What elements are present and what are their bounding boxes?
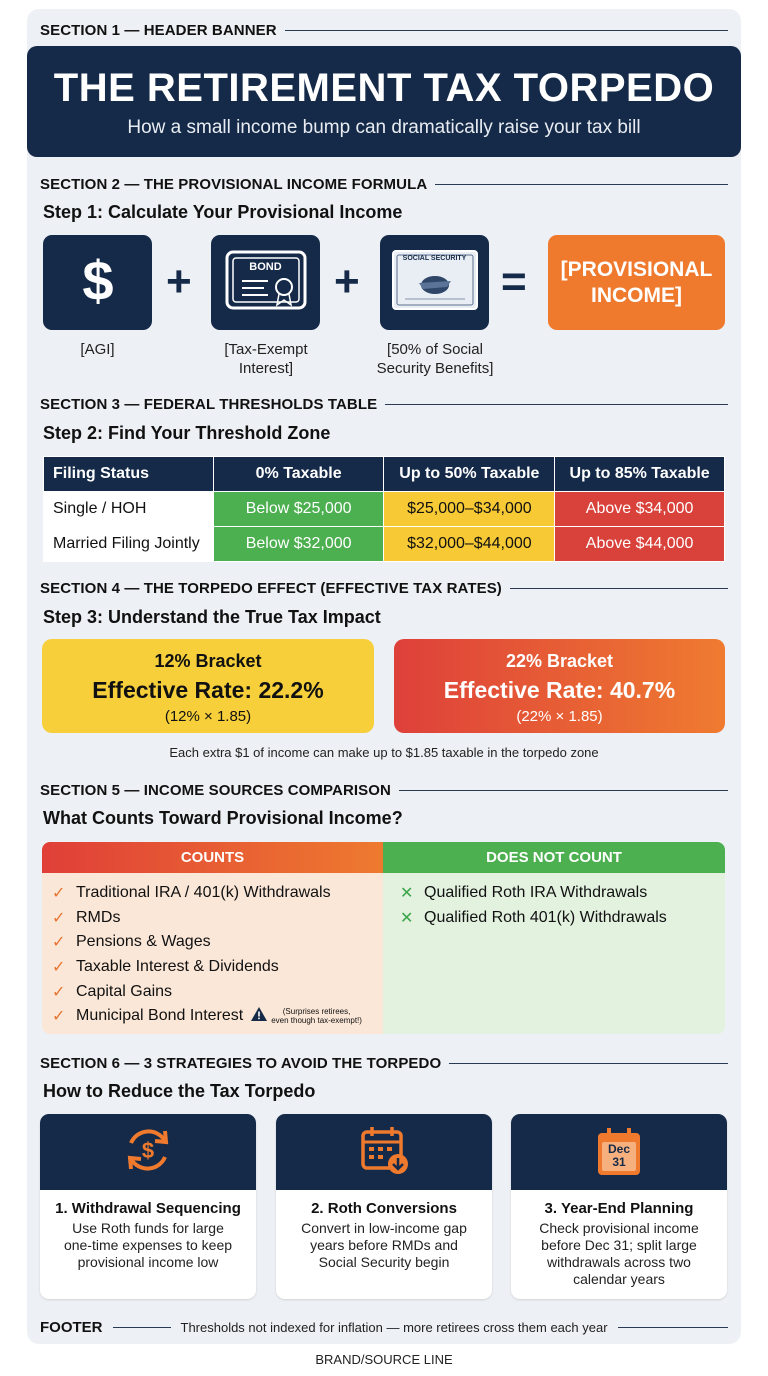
warning-text-line2: even though tax-exempt!) xyxy=(271,1016,362,1026)
table-cell: Below $25,000 xyxy=(213,492,384,527)
tax-exempt-label-line1: [Tax-Exempt xyxy=(224,341,308,358)
table-header-cell: 0% Taxable xyxy=(213,457,384,492)
section-4-label xyxy=(40,578,728,598)
table-cell: Single / HOH xyxy=(44,492,214,527)
table-cell: Below $32,000 xyxy=(213,527,384,562)
section-rule xyxy=(385,404,728,405)
list-item xyxy=(42,979,383,1004)
step-3-title: Step 3: Understand the True Tax Impact xyxy=(43,607,381,627)
rate-calculation: (22% × 1.85) xyxy=(516,708,603,725)
list-item-label: Qualified Roth IRA Withdrawals xyxy=(424,884,648,902)
bracket-label: 12% Bracket xyxy=(154,651,262,671)
strategy-title: 1. Withdrawal Sequencing xyxy=(55,1200,241,1217)
description-line: years before RMDs and xyxy=(310,1237,458,1253)
table-header-cell: Up to 85% Taxable xyxy=(555,457,725,492)
description-line: Check provisional income xyxy=(539,1220,699,1236)
plus-operator: + xyxy=(334,257,360,306)
not-counts-list xyxy=(383,873,725,930)
ss-card-label: SOCIAL SECURITY xyxy=(402,255,467,262)
ss-label-line2: Security Benefits] xyxy=(376,360,494,377)
strategy-card-sequencing xyxy=(40,1114,256,1299)
list-item-label: Capital Gains xyxy=(76,982,173,1000)
provisional-income-box xyxy=(548,235,725,330)
section-rule xyxy=(435,184,728,185)
list-item xyxy=(42,906,383,931)
not-counts-column xyxy=(383,842,725,1034)
svg-text:$: $ xyxy=(141,1137,155,1163)
warning-text-line1: (Surprises retirees, xyxy=(282,1007,351,1017)
banner-title: THE RETIREMENT TAX TORPEDO xyxy=(53,66,715,110)
strategy-card-roth xyxy=(276,1114,492,1299)
footer-label: FOOTER xyxy=(40,1318,103,1336)
calendar-download-icon xyxy=(357,1123,411,1182)
x-mark-icon: ✕ xyxy=(400,909,414,927)
svg-text:$: $ xyxy=(81,250,114,310)
sources-title: What Counts Toward Provisional Income? xyxy=(43,808,403,828)
checkmark-icon: ✓ xyxy=(52,909,66,927)
list-item xyxy=(383,881,725,906)
footer-rule xyxy=(113,1327,171,1328)
rate-card-22 xyxy=(394,639,725,733)
strategy-description xyxy=(276,1220,492,1271)
tax-exempt-interest-label xyxy=(196,340,336,378)
calendar-dec-31-icon xyxy=(595,1126,643,1178)
description-line: withdrawals across two xyxy=(547,1254,691,1270)
step-2-title: Step 2: Find Your Threshold Zone xyxy=(43,423,331,443)
section-4-title: SECTION 4 — THE TORPEDO EFFECT (EFFECTIVE TAX RATES) xyxy=(40,579,502,597)
x-mark-icon: ✕ xyxy=(400,885,414,903)
section-5-label xyxy=(40,780,728,800)
calendar-text xyxy=(595,1143,643,1169)
description-line: Convert in low-income gap xyxy=(301,1220,467,1236)
list-item-label: Traditional IRA / 401(k) Withdrawals xyxy=(76,884,331,902)
rate-card-12 xyxy=(42,639,374,733)
description-line: Social Security begin xyxy=(318,1254,450,1270)
brand-source-line: BRAND/SOURCE LINE xyxy=(315,1352,453,1367)
list-item xyxy=(42,955,383,980)
strategy-icon-panel xyxy=(40,1114,256,1190)
footer-rule xyxy=(618,1327,728,1328)
rate-calculation: (12% × 1.85) xyxy=(164,708,252,725)
section-2-title: SECTION 2 — THE PROVISIONAL INCOME FORMULA xyxy=(40,175,428,193)
bracket-label: 22% Bracket xyxy=(505,651,614,671)
agi-box xyxy=(43,235,152,330)
section-3-title: SECTION 3 — FEDERAL THRESHOLDS TABLE xyxy=(40,395,378,413)
not-counts-header: DOES NOT COUNT xyxy=(383,842,725,873)
header-banner xyxy=(27,46,741,157)
strategy-card-year-end xyxy=(511,1114,727,1299)
list-item-label: Qualified Roth 401(k) Withdrawals xyxy=(424,908,667,926)
section-3-label xyxy=(40,394,728,414)
bond-certificate-icon xyxy=(224,249,308,316)
section-rule xyxy=(510,588,728,589)
list-item-label: RMDs xyxy=(76,908,121,926)
strategy-icon-panel xyxy=(511,1114,727,1190)
description-line: provisional income low xyxy=(77,1254,219,1270)
list-item xyxy=(383,906,725,931)
checkmark-icon: ✓ xyxy=(52,885,66,903)
calendar-month: Dec xyxy=(607,1142,630,1156)
table-header-cell: Filing Status xyxy=(44,457,214,492)
list-item xyxy=(42,930,383,955)
table-cell: $32,000–$44,000 xyxy=(384,527,555,562)
table-cell: Above $34,000 xyxy=(555,492,725,527)
list-item-label: Municipal Bond Interest xyxy=(76,1007,244,1025)
table-cell: $25,000–$34,000 xyxy=(384,492,555,527)
section-rule xyxy=(449,1063,728,1064)
counts-header: COUNTS xyxy=(42,842,383,873)
bond-icon-label: BOND xyxy=(249,261,282,273)
banner-subtitle: How a small income bump can dramatically raise your tax bill xyxy=(127,117,641,138)
strategy-description xyxy=(40,1220,256,1271)
description-line: one-time expenses to keep xyxy=(63,1237,233,1253)
strategies-title: How to Reduce the Tax Torpedo xyxy=(43,1081,316,1101)
warning-icon xyxy=(250,1006,268,1027)
table-cell: Above $44,000 xyxy=(555,527,725,562)
dollar-cycle-icon xyxy=(121,1123,175,1182)
checkmark-icon: ✓ xyxy=(52,959,66,977)
strategy-title: 3. Year-End Planning xyxy=(544,1200,694,1217)
strategy-title: 2. Roth Conversions xyxy=(311,1200,457,1217)
list-item xyxy=(42,1004,383,1029)
strategy-description xyxy=(511,1220,727,1288)
thresholds-table xyxy=(43,456,725,562)
section-rule xyxy=(285,30,728,31)
warning-text xyxy=(271,1007,362,1025)
checkmark-icon: ✓ xyxy=(52,934,66,952)
section-1-title: SECTION 1 — HEADER BANNER xyxy=(40,21,277,39)
income-sources-comparison xyxy=(42,842,725,1034)
list-item xyxy=(42,881,383,906)
torpedo-note: Each extra $1 of income can make up to $1.85 taxable in the torpedo zone xyxy=(169,745,599,760)
calendar-day: 31 xyxy=(612,1155,626,1169)
step-1-title: Step 1: Calculate Your Provisional Income xyxy=(43,202,403,222)
provisional-income-label-2: INCOME] xyxy=(591,283,682,307)
table-row xyxy=(44,492,725,527)
effective-rate: Effective Rate: 22.2% xyxy=(92,677,324,703)
checkmark-icon: ✓ xyxy=(52,1008,66,1026)
social-security-box xyxy=(380,235,489,330)
section-6-title: SECTION 6 — 3 STRATEGIES TO AVOID THE TORPEDO xyxy=(40,1054,442,1072)
description-line: Use Roth funds for large xyxy=(72,1220,224,1236)
tax-exempt-label-line2: Interest] xyxy=(238,360,294,377)
section-2-label xyxy=(40,174,728,194)
list-item-label: Pensions & Wages xyxy=(76,933,211,951)
checkmark-icon: ✓ xyxy=(52,983,66,1001)
tax-exempt-interest-box xyxy=(211,235,320,330)
list-item-label: Taxable Interest & Dividends xyxy=(76,958,279,976)
section-5-title: SECTION 5 — INCOME SOURCES COMPARISON xyxy=(40,781,391,799)
table-header-cell: Up to 50% Taxable xyxy=(384,457,555,492)
section-6-label xyxy=(40,1053,728,1073)
footer-text: Thresholds not indexed for inflation — more retirees cross them each year xyxy=(180,1319,608,1335)
provisional-income-label-1: [PROVISIONAL xyxy=(560,257,713,281)
effective-rate: Effective Rate: 40.7% xyxy=(443,677,676,703)
counts-list xyxy=(42,873,383,1029)
social-security-label xyxy=(355,340,515,378)
strategy-icon-panel xyxy=(276,1114,492,1190)
table-cell: Married Filing Jointly xyxy=(44,527,214,562)
ss-label-line1: [50% of Social xyxy=(387,341,483,358)
warning-note xyxy=(250,1006,362,1027)
equals-operator: = xyxy=(501,257,527,306)
footer xyxy=(40,1317,728,1337)
plus-operator: + xyxy=(166,257,192,306)
description-line: calendar years xyxy=(573,1271,665,1287)
counts-column xyxy=(42,842,383,1034)
agi-label: [AGI] xyxy=(80,341,115,358)
dollar-icon xyxy=(68,250,128,315)
table-row xyxy=(44,527,725,562)
description-line: before Dec 31; split large xyxy=(541,1237,697,1253)
table-header-row xyxy=(44,457,725,492)
section-1-label xyxy=(40,20,728,40)
section-rule xyxy=(399,790,728,791)
